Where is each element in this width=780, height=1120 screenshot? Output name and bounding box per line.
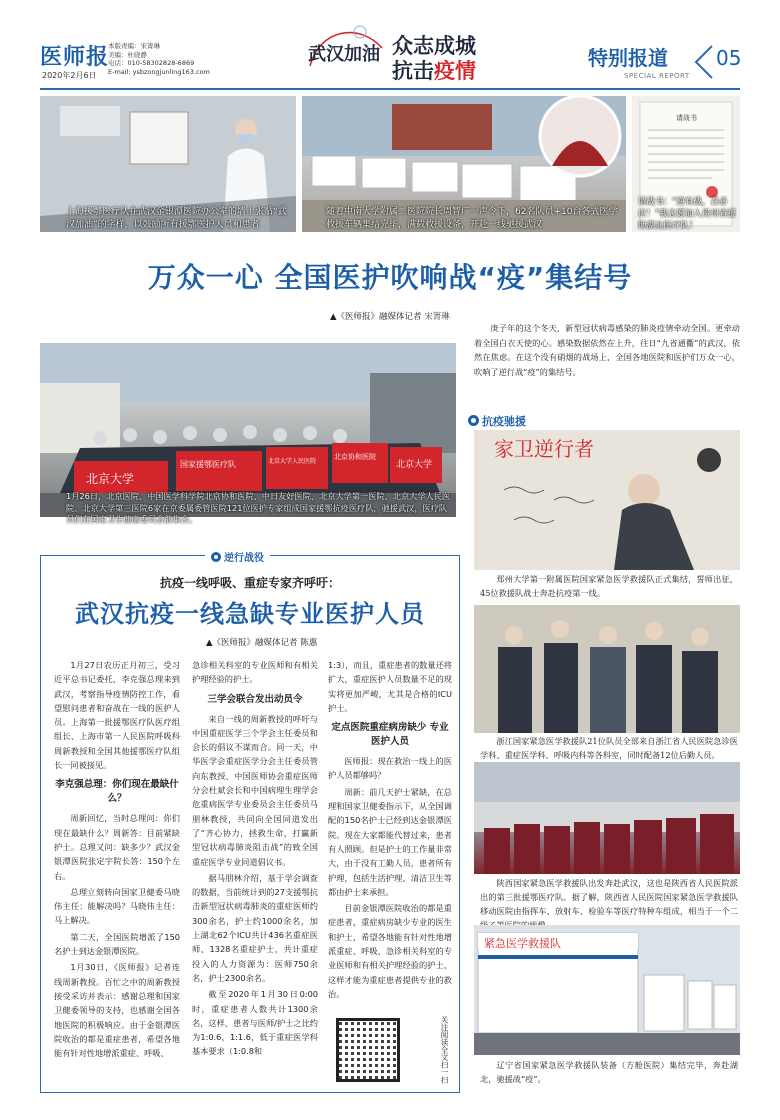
banner-slogan-1: 众志成城 <box>392 34 476 58</box>
masthead-rule <box>40 88 740 90</box>
photo-petition-letter <box>632 96 740 232</box>
photo-art <box>474 605 740 733</box>
photo-zhengzhou-pledge <box>474 430 740 570</box>
banner-slogan-2a: 抗击 <box>392 59 434 83</box>
info-line: 美编：杜晓静 <box>108 50 147 59</box>
banner-slogan-2b: 疫情 <box>434 59 476 83</box>
photo-caption: 上海援鄂医疗队在武汉金银潭医院办公室的墙上张贴“武汉加油”的字样，以鼓励所有援鄂医护人员和患者 <box>66 207 287 230</box>
paragraph: 周新：前几天护士紧缺，在总理和国家卫健委指示下，从全国调配的150名护士已经到达金银潭医院。现在大家都能代替过来，患者有人照顾。但是护士的工作量非常大，由于没有工勤人员，患者所有护理，包括生活护理、清洁卫生等都由护士来承担。 <box>328 786 452 897</box>
issue-date: 2020年2月6日 <box>42 71 97 80</box>
byline <box>330 310 450 322</box>
byline-prefix: ▲《医师报》融媒体记者 <box>206 638 298 648</box>
paragraph: 医师报：现在救治一线上的医护人员都够吗？ <box>328 756 452 781</box>
banner-text: 北京大学人民医院 <box>268 458 317 465</box>
article-column-1 <box>54 658 180 1062</box>
box-tag <box>205 549 270 564</box>
photo-beijing-team <box>40 343 456 524</box>
paragraph: 目前金银潭医院收治的都是重症患者，重症病房缺少专业的医生和护士，希望各地能有针对性地增派重症、呼吸、急诊相关科室的专业医师和有相关护理经验的护士，这样才能为重症患者提供专业的救治。 <box>328 903 452 999</box>
paragraph: 第二天，全国医院增派了150名护士到达金银潭医院。 <box>54 931 180 957</box>
lead-paragraph: 庚子年的这个冬天，新型冠状病毒感染的肺炎疫情牵动全国。更牵动着全国白衣天使的心。感染数据依然在上升，往日“九省通衢”的武汉，依然在焦虑。在这个没有硝烟的战场上，全国各地医院和医护们万众一心，吹响了逆行战“疫”的集结号。 <box>474 323 740 377</box>
article-column-3 <box>328 658 452 1003</box>
article-kicker: 抗疫一线呼吸、重症专家齐呼吁： <box>159 576 340 590</box>
info-line: 电话：010-58302828-6869 <box>108 59 195 68</box>
photo-ambulance-fleet <box>302 96 626 232</box>
article-title: 武汉抗疫一线急缺专业医护人员 <box>75 600 425 628</box>
emblem-text: 武汉加油 <box>308 44 380 65</box>
paragraph: 急诊相关科室的专业医师和有相关护理经验的护士。 <box>192 660 318 685</box>
info-line: E-mail: ysbzongjunling163.com <box>108 67 210 76</box>
section-subtitle: SPECIAL REPORT <box>624 72 690 80</box>
qr-code-area <box>330 1010 454 1088</box>
paragraph: 总理立刻转向国家卫健委马晓伟主任：能解决吗？马晓伟主任：马上解决。 <box>54 886 180 926</box>
paragraph: 来自一线的周新教授的呼吁与中国重症医学三个学会主任委员和会长的倡议不谋而合。同一天，中华医学会重症医学分会主任委员管向东教授、中国医师协会重症医师分会杜斌会长和中国病理生理学会危重病医学专业委员会主任委员马朋林教授，共同向全国同道发出了“齐心协力，拯救生命，打赢新型冠状病毒肺炎阻击战”的致全国重症医学专业同道倡议书。 <box>192 713 318 867</box>
newspaper-logo: 医师报 <box>40 44 110 70</box>
paragraph: 周新回忆，当时总理问：你们现在最缺什么？周新答：目前紧缺护士。总理又问：缺多少？武汉金银潭医院张定宇院长答：150个左右。 <box>54 813 180 881</box>
headline: 万众一心 全国医护吹响战“疫”集结号 <box>147 261 633 294</box>
photo-shaanxi-team <box>474 762 740 874</box>
subheading: 三学会联合发出动员令 <box>207 693 303 705</box>
qr-code[interactable] <box>336 1018 400 1082</box>
section-heading-label: 抗疫驰援 <box>482 415 526 428</box>
qr-label: 关注阅读全文扫一扫 <box>440 1016 449 1084</box>
byline-author: 宋箐琳 <box>424 312 450 322</box>
subheading: 定点医院重症病房缺少 专业医护人员 <box>331 722 449 748</box>
article-column-2 <box>192 658 318 1061</box>
banner-text: 北京大学 <box>396 460 433 470</box>
truck-text: 紧急医学救援队 <box>484 937 561 950</box>
photo-art <box>474 430 740 570</box>
paragraph: 截至2020年1月30日0:00时，重症患者人数共计1300余名，这样，患者与医师/护士之比约为1:0.6，1:1.6，低于重症医学科基本要求（1:0.8和 <box>192 989 318 1057</box>
banner-text: 北京大学 <box>86 472 135 486</box>
sign-text: 家卫逆行者 <box>494 437 594 461</box>
byline-prefix: ▲《医师报》融媒体记者 <box>330 312 422 322</box>
chevron-left-icon <box>690 42 718 82</box>
photo-caption: 请战书：“逆有战，召必应！”我志愿加入贵州省援助湖北医疗队！ <box>638 197 736 231</box>
page-number: 05 <box>716 46 742 70</box>
article-byline <box>206 636 317 648</box>
info-line: 本版责编：宋箐琳 <box>108 42 160 50</box>
masthead <box>0 0 780 92</box>
paragraph: 1月30日，《医师报》记者连线周新教授。百忙之中的周新教授接受采访并表示：感谢总理和国家卫健委领导的支持，也感谢全国各地医院的积极响应。由于金银潭医院收治的都是重症患者，希望各地能有针对性地增派重症、呼吸、 <box>54 962 180 1059</box>
photo-caption: 1月26日，北京医院、中国医学科学院北京协和医院、中日友好医院、北京大学第一医院、北京大学人民医院、北京大学第三医院6家在京委属委管医院121位医护专家组成国家援鄂抗疫医疗队，驰援武汉，医疗队员们在国家卫生健康委员会前集合。 <box>66 491 451 524</box>
paragraph: 据马朋林介绍，基于学会调查的数据，当前统计到的27支援鄂抗击新型冠状病毒肺炎的重症医师约300余名，护士约1000余名，加上湖北62个ICU共计436名重症医师、1328名重症护士，共计重症投入的人力资源为：医师750余名，护士2300余名。 <box>192 872 318 983</box>
photo-art <box>474 925 740 1055</box>
box-tag-label: 逆行战役 <box>224 553 264 564</box>
banner-slogan-2 <box>392 55 476 85</box>
photo-liaoning-trucks <box>474 925 740 1055</box>
masthead-info <box>108 42 210 76</box>
photo-zhejiang-team <box>474 605 740 733</box>
photo-art <box>474 762 740 874</box>
photo-caption: 辽宁省国家紧急医学救援队装备（方舱医院）集结完毕，奔赴湖北，驰援战“疫”。 <box>480 1060 738 1084</box>
wuhan-emblem-icon <box>300 18 390 80</box>
subheading: 李克强总理：你们现在最缺什么？ <box>55 779 179 805</box>
photo-caption: 随着中南大学附属二医院院长周智广一声令下，62名队员+10台各式医学救援车辆集结完毕，满载救援设备，开赴一线驰援武汉 <box>326 207 618 230</box>
section-title: 特别报道 <box>588 46 668 70</box>
banner-text: 北京协和医院 <box>334 453 376 461</box>
photo-caption: 陕西国家紧急医学救援队出发奔赴武汉，这也是陕西省人民医院派出的第三批援鄂医疗队。据了解，陕西省人民医院国家紧急医学救援队移动医院由指挥车、放射车、检验车等医疗特种车组成，相当于一个二 <box>480 878 738 916</box>
bullet-icon <box>468 415 479 426</box>
paragraph: 1:3），而且，重症患者的数量还将扩大，重症医护人员数量不足的现实将更加严峻，尤其是合格的ICU护士。 <box>328 660 452 713</box>
photo-caption: 郑州大学第一附属医院国家紧急医学救援队正式集结，誓师出征，45位救援队战士奔赴抗疫第一线。 <box>480 574 738 598</box>
section-heading-aid <box>468 413 526 429</box>
photo-caption: 浙江国家紧急医学救援队21位队员全部来自浙江省人民医院急诊医学科、重症医学科、呼吸内科等各科室，同时配备12位后勤人员。 <box>480 736 738 760</box>
bullet-icon <box>211 552 221 562</box>
letter-title: 请战书 <box>676 114 697 122</box>
paragraph: 1月27日农历正月初三，受习近平总书记委托，李克强总理来到武汉，考察指导疫情防控工作，看望慰问患者和奋战在一线的医护人员。上海第一批援鄂医疗队医疗组组长、上海市第一人民医院呼吸科周新教授和全国其他援鄂医疗队组长一同被接见。 <box>54 660 180 771</box>
photo-shanghai-team <box>40 96 296 232</box>
byline-author: 陈惠 <box>300 638 318 648</box>
banner-text: 国家援鄂医疗队 <box>180 460 236 469</box>
